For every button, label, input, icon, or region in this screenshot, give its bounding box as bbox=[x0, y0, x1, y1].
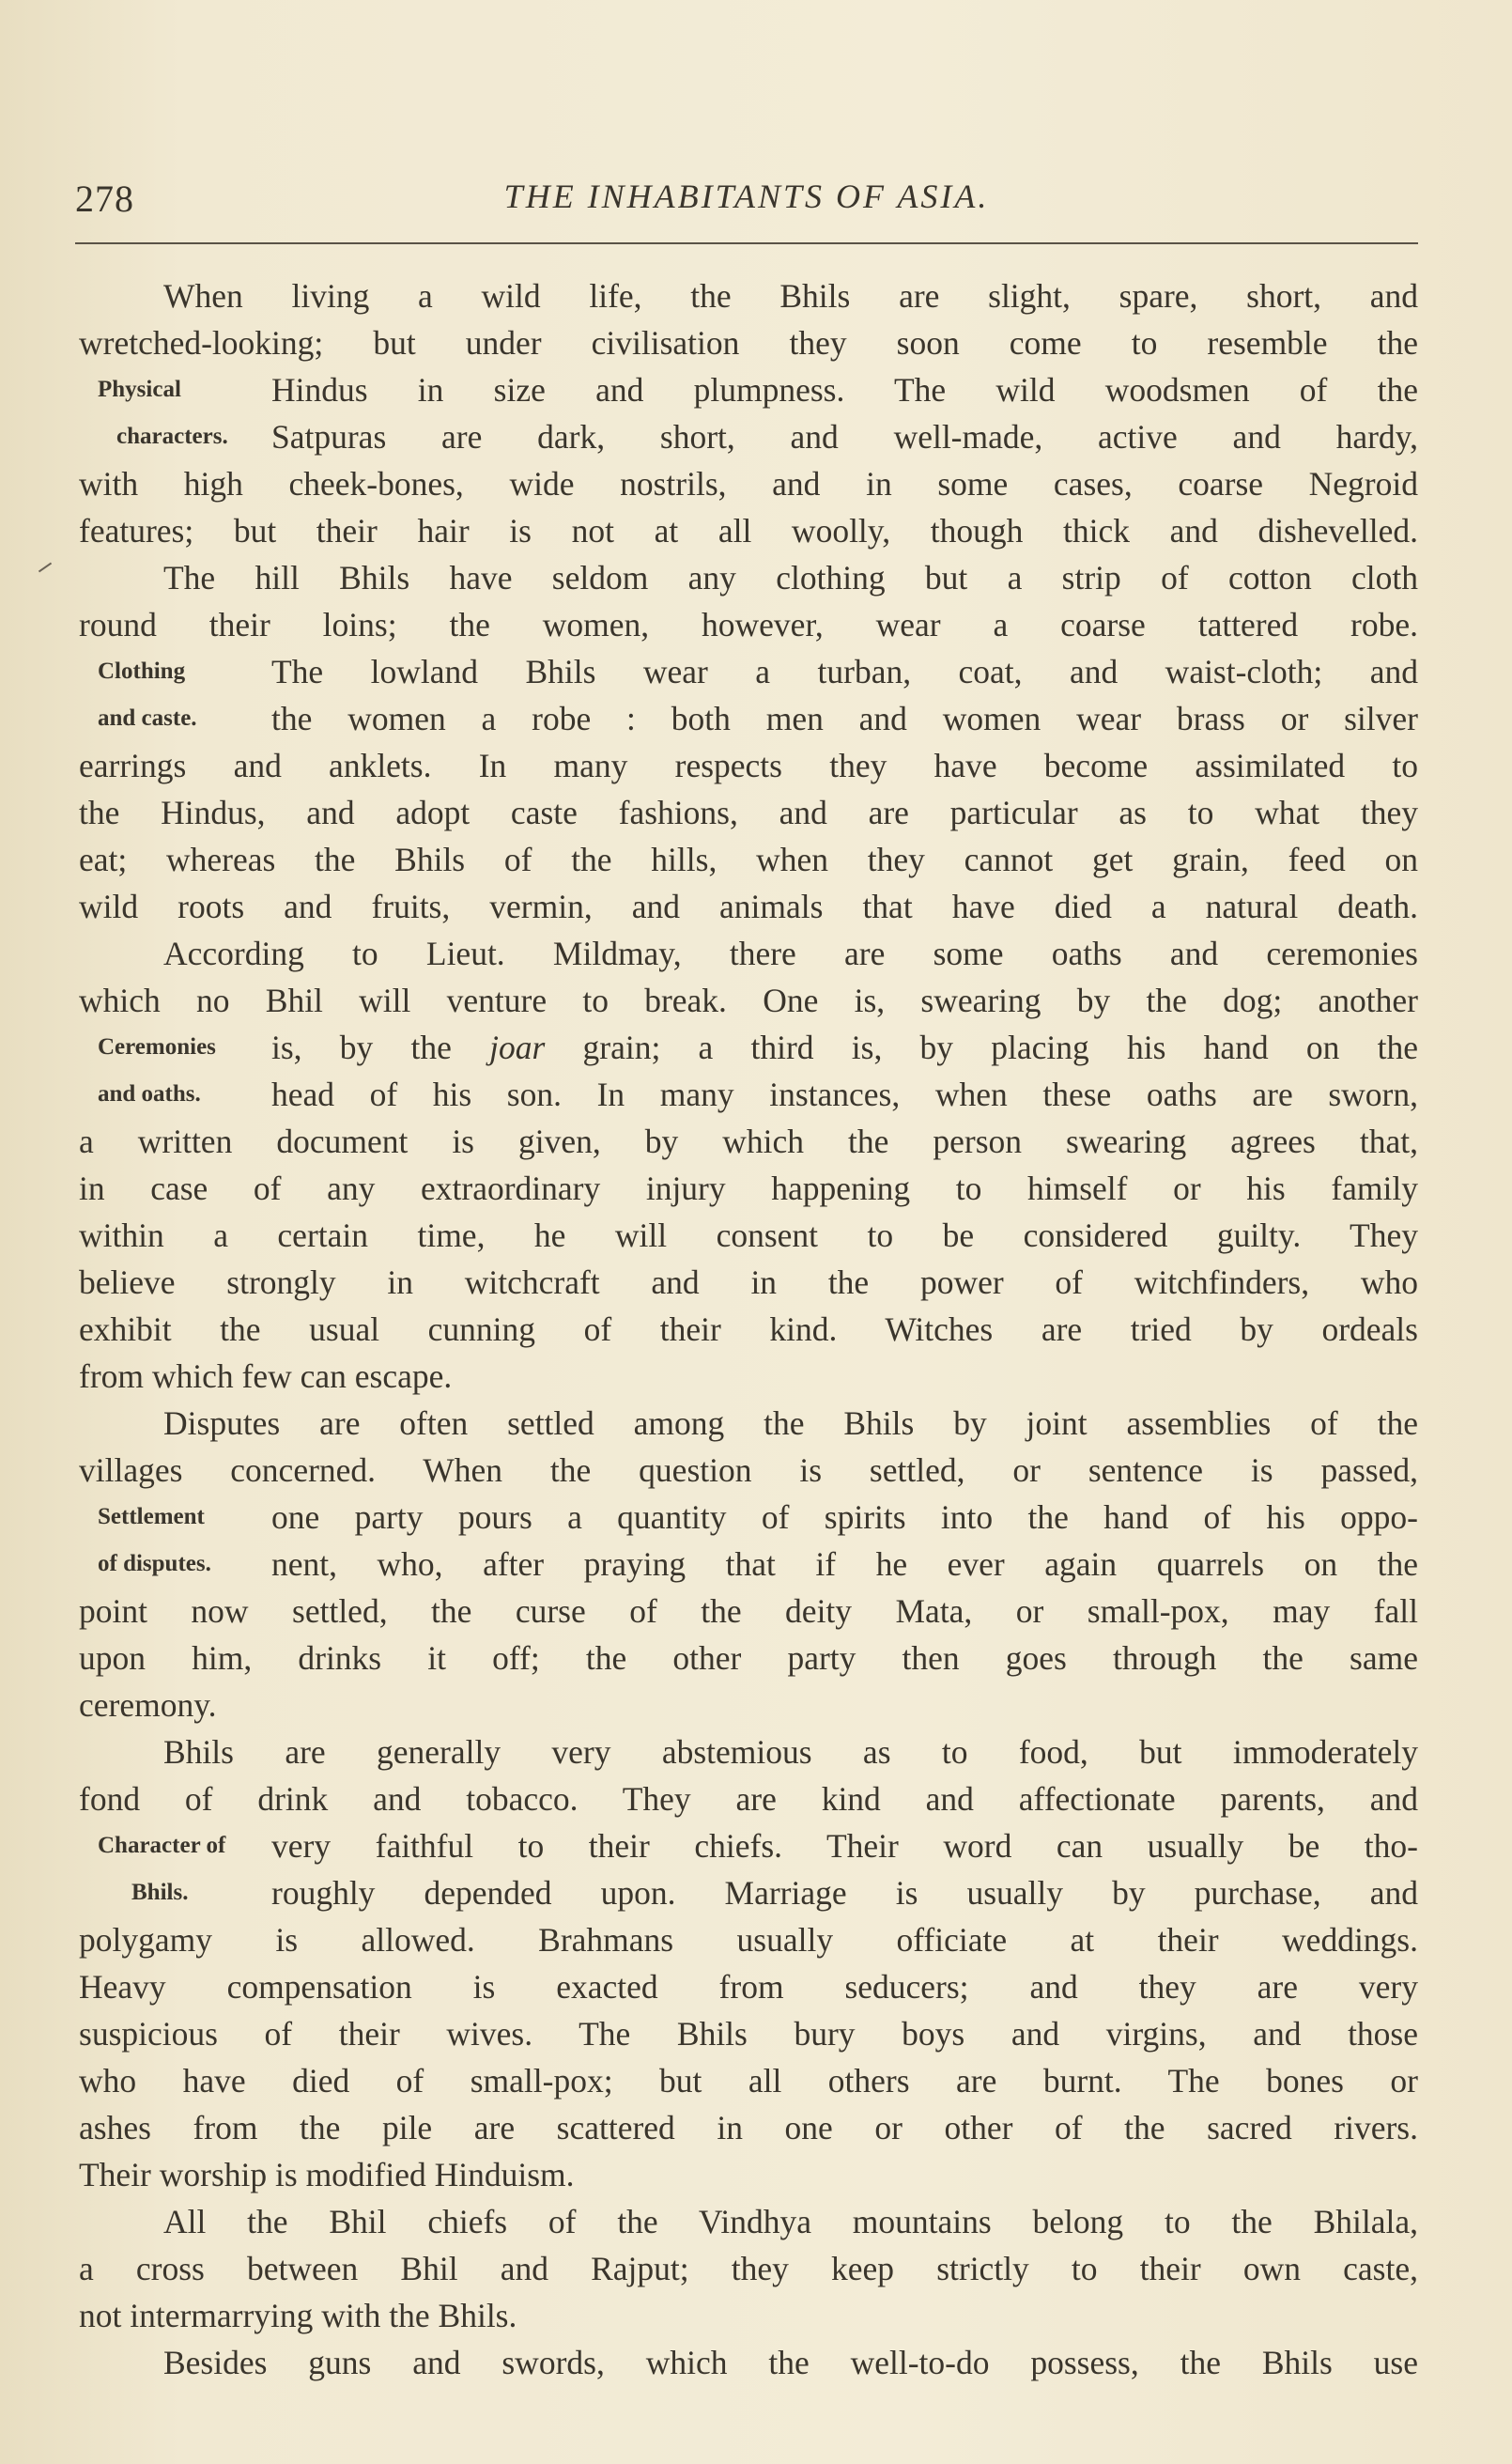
text-line: nent, who, after praying that if he ever again quarrels on the bbox=[271, 1545, 1418, 1583]
text-line: point now settled, the curse of the deity Mata, or small-pox, may fall bbox=[79, 1592, 1418, 1630]
text-line: ceremony. bbox=[79, 1686, 217, 1724]
text-line: a cross between Bhil and Rajput; they keep strictly to their own caste, bbox=[79, 2250, 1418, 2287]
margin-note-settlement: Settlement bbox=[98, 1504, 205, 1529]
text-line: Satpuras are dark, short, and well-made, active and hardy, bbox=[271, 418, 1418, 456]
text-line: exhibit the usual cunning of their kind. Witches are tried by ordeals bbox=[79, 1310, 1418, 1348]
text-line: When living a wild life, the Bhils are slight, spare, short, and bbox=[163, 277, 1418, 315]
text-line: The lowland Bhils wear a turban, coat, and waist-cloth; and bbox=[271, 653, 1418, 690]
margin-tick-mark bbox=[39, 563, 52, 573]
margin-note-physical: Physical bbox=[98, 377, 181, 402]
text-line: the Hindus, and adopt caste fashions, and are particular as to what they bbox=[79, 794, 1418, 831]
text-line: fond of drink and tobacco. They are kind and affectionate parents, and bbox=[79, 1780, 1418, 1818]
margin-note-ceremonies-2: and oaths. bbox=[98, 1081, 201, 1107]
text-line: Heavy compensation is exacted from seducers; and they are very bbox=[79, 1968, 1418, 2006]
text-line: round their loins; the women, however, wear a coarse tattered robe. bbox=[79, 606, 1418, 643]
text-line: wild roots and fruits, vermin, and animals that have died a natural death. bbox=[79, 888, 1418, 925]
text-line: the women a robe : both men and women wear brass or silver bbox=[271, 700, 1418, 737]
text-line: features; but their hair is not at all woolly, though thick and dishevelled. bbox=[79, 512, 1418, 550]
text-line: Hindus in size and plumpness. The wild woodsmen of the bbox=[271, 371, 1418, 409]
text-line: a written document is given, by which the person swearing agrees that, bbox=[79, 1123, 1418, 1160]
margin-note-physical-2: characters. bbox=[116, 424, 228, 449]
text-line: polygamy is allowed. Brahmans usually officiate at their weddings. bbox=[79, 1921, 1418, 1959]
text-line: ashes from the pile are scattered in one or other of the sacred rivers. bbox=[79, 2109, 1418, 2146]
text-line: from which few can escape. bbox=[79, 1357, 453, 1395]
text-line: very faithful to their chiefs. Their word can usually be tho- bbox=[271, 1827, 1418, 1865]
text-line: with high cheek-bones, wide nostrils, and in some cases, coarse Negroid bbox=[79, 465, 1418, 503]
text-line: within a certain time, he will consent to be considered guilty. They bbox=[79, 1217, 1418, 1254]
text-line: Their worship is modified Hinduism. bbox=[79, 2156, 575, 2193]
text-line: head of his son. In many instances, when these oaths are sworn, bbox=[271, 1076, 1418, 1113]
text-line: earrings and anklets. In many respects they have become assimilated to bbox=[79, 747, 1418, 784]
margin-note-settlement-2: of disputes. bbox=[98, 1551, 211, 1576]
text-line: which no Bhil will venture to break. One is, swearing by the dog; another bbox=[79, 982, 1418, 1019]
text-line: Bhils are generally very abstemious as to food, but immoderately bbox=[163, 1733, 1418, 1771]
text-line: in case of any extraordinary injury happening to himself or his family bbox=[79, 1170, 1418, 1207]
text-line: All the Bhil chiefs of the Vindhya mountains belong to the Bhilala, bbox=[163, 2203, 1418, 2240]
text-line: eat; whereas the Bhils of the hills, when they cannot get grain, feed on bbox=[79, 841, 1418, 878]
text-line: suspicious of their wives. The Bhils bury boys and virgins, and those bbox=[79, 2015, 1418, 2053]
text-line: not intermarrying with the Bhils. bbox=[79, 2297, 517, 2334]
margin-note-clothing-2: and caste. bbox=[98, 705, 197, 731]
text-line: villages concerned. When the question is settled, or sentence is passed, bbox=[79, 1451, 1418, 1489]
header-rule bbox=[75, 242, 1418, 244]
text-line: Disputes are often settled among the Bhils by joint assemblies of the bbox=[163, 1404, 1418, 1442]
text-line: upon him, drinks it off; the other party then goes through the same bbox=[79, 1639, 1418, 1677]
text-line: wretched-looking; but under civilisation they soon come to resemble the bbox=[79, 324, 1418, 362]
text-line: who have died of small-pox; but all others are burnt. The bones or bbox=[79, 2062, 1418, 2100]
text-line: is, by the joar grain; a third is, by placing his hand on the bbox=[271, 1029, 1418, 1066]
margin-note-ceremonies: Ceremonies bbox=[98, 1034, 216, 1060]
margin-note-clothing: Clothing bbox=[98, 659, 186, 684]
text-line: roughly depended upon. Marriage is usually by purchase, and bbox=[271, 1874, 1418, 1912]
body-text bbox=[79, 272, 1418, 2386]
text-line: Besides guns and swords, which the well-to-do possess, the Bhils use bbox=[163, 2344, 1418, 2381]
margin-note-character: Character of bbox=[98, 1833, 226, 1858]
margin-note-character-2: Bhils. bbox=[131, 1880, 189, 1905]
text-line: believe strongly in witchcraft and in the power of witchfinders, who bbox=[79, 1263, 1418, 1301]
page-number: 278 bbox=[75, 178, 134, 220]
text-line: According to Lieut. Mildmay, there are some oaths and ceremonies bbox=[163, 935, 1418, 972]
text-line: The hill Bhils have seldom any clothing but a strip of cotton cloth bbox=[163, 559, 1418, 597]
page-header bbox=[75, 177, 1418, 233]
text-line: one party pours a quantity of spirits into the hand of his oppo- bbox=[271, 1498, 1418, 1536]
italic-word: joar bbox=[489, 1029, 546, 1066]
running-title: THE INHABITANTS OF ASIA. bbox=[503, 178, 990, 215]
